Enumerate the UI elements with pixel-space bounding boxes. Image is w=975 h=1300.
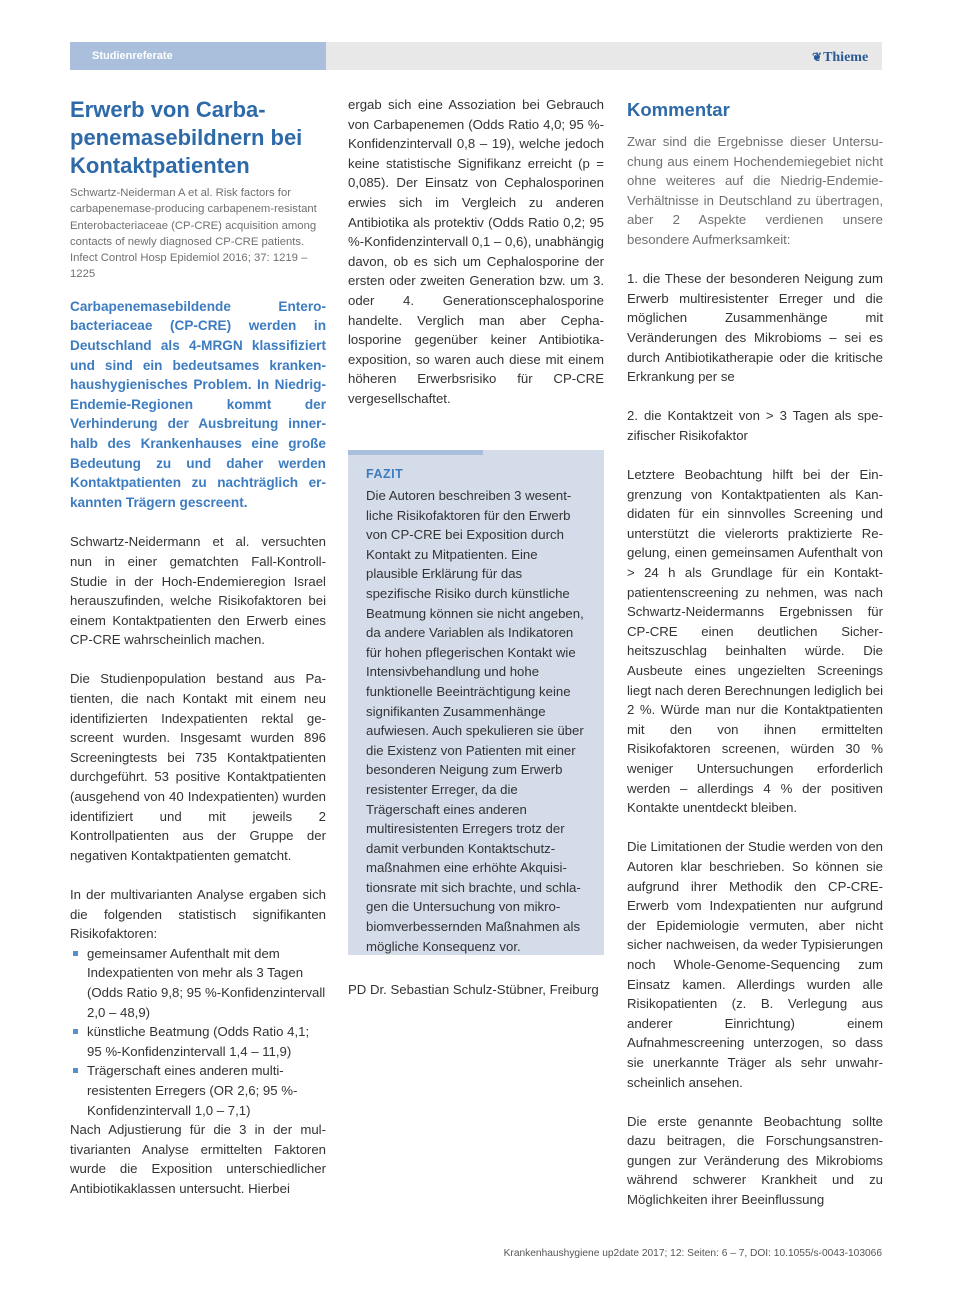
kommentar-paragraph: Die Limitationen der Studie werden von den Autoren klar beschrieben. So können sie aufgrund ihrer Methodik den CP-CRE-Erwerb vom Indexpatienten nur aufgrund der Epidemiologie vermuten, aber nicht sicher nachweisen, da weder Typisierungen noch Whole-Genome-Sequencing zum Einsatz kamen. Allerdings wurden alle Risikopatienten (z. B. Verlegung aus anderer Einrichtung) einem Aufnahmescreening unterzogen, so dass sie unerkannte Träger als sehr unwahrscheinlich ansehen. — [627, 839, 883, 1090]
body-paragraph: Die Studienpopulation bestand aus Patienten, die nach Kontakt mit einem neu identifizierten Indexpatienten rektal gescreent wurden. Insgesamt wurden 896 Screeningtests bei 735 Kontaktpatienten durchgeführt. 53 positive Kontaktpatienten (ausgehend von 40 Indexpatienten) wurden identifiziert und mit jeweils 2 Kontrollpatienten aus der Gruppe der negativen Kontaktpatienten gematcht. — [70, 671, 326, 863]
risk-factor-list — [70, 944, 326, 1120]
body-paragraph: Schwartz-Neidermann et al. versuchten nun in einer gematchten Fall-Kontroll-Studie in der Hoch-Endemieregion Israel herauszufinden, welche Risikofaktoren bei einem Kontaktpatienten den Erwerb eines CP-CRE wahrscheinlich machen. — [70, 534, 326, 648]
thieme-logo-icon: ❦ — [812, 50, 823, 64]
list-item: gemeinsamer Aufenthalt mit dem Indexpatienten von mehr als 3 Tagen (Odds Ratio 9,8; 95 %-Konfidenzintervall 2,0 – 48,9) — [70, 944, 326, 1022]
section-label-text: Studienreferate — [92, 50, 173, 62]
kommentar-paragraph: 1. die These der besonderen Neigung zum Erwerb multiresistenter Erreger und die möglichen Zusammenhänge mit Veränderungen des Mikrobioms – sei es durch Antibiotikatherapie oder die kritische Erkrankung per se — [627, 271, 883, 385]
column-left — [70, 95, 326, 1199]
section-label — [70, 42, 326, 70]
column-right — [627, 95, 883, 1210]
column-middle — [348, 95, 604, 428]
citation: Schwartz-Neiderman A et al. Risk factors for carbapenemase-producing carbapenem-resistant Enterobacteriaceae (CP-CRE) acquisition among contacts of newly diagnosed CP-CRE patients. Infect Control Hosp Epidemiol 2016; 37: 1219 – 1225 — [70, 187, 317, 281]
fazit-text: Die Autoren beschreiben 3 wesentliche Risikofaktoren für den Erwerb von CP-CRE bei Exposition durch Kontakt zu Mitpatienten. Eine plausible Erklärung für das spezifische Risiko durch künstliche Beatmung können sie nicht angeben, da andere Variablen als Indikatoren für hohen pflegerischen Kontakt wie Intensivbehandlung und hohe funktionelle Beeinträchtigung keine signifikanten Zusammenhänge aufwiesen. Auch spekulieren sie über die Existenz von Patienten mit einer besonderen Neigung zum Erwerb resistenter Erreger, da die Trägerschaft eines anderen multiresistenten Erregers trotz der damit verbunden Kontaktschutzmaßnahmen eine erhöhte Akquisitionsrate mit sich brachte, und schlagen die Untersuchung von mikrobiomverbessernden Maßnahmen als mögliche Konsequenz vor. — [366, 488, 584, 954]
kommentar-paragraph: 2. die Kontaktzeit von > 3 Tagen als spezifischer Risikofaktor — [627, 408, 883, 443]
fazit-box — [348, 450, 604, 955]
fazit-heading: FAZIT — [366, 467, 404, 481]
page-footer: Krankenhaushygiene up2date 2017; 12: Seiten: 6 – 7, DOI: 10.1055/s-0043-103066 — [503, 1248, 882, 1259]
list-item: Trägerschaft eines anderen multiresistenten Erregers (OR 2,6; 95 %-Konfidenzintervall 1,0 – 7,1) — [70, 1061, 326, 1120]
fazit-tab — [348, 450, 483, 455]
logo-text: Thieme — [823, 50, 869, 65]
publisher-logo — [812, 50, 868, 66]
kommentar-paragraph: Zwar sind die Ergebnisse dieser Untersuchung aus einem Hochendemiegebiet nicht ohne weiteres auf die Niedrig-Endemie-Verhältnisse in Deutschland zu übertragen, aber 2 Aspekte verdienen unsere besondere Aufmerksamkeit: — [627, 134, 883, 247]
kommentar-paragraph: Die erste genannte Beobachtung sollte dazu beitragen, die Forschungsanstrengungen zur Veränderung des Mikrobioms während schwerer Krankheit und zu Möglichkeiten ihrer Beeinflussung — [627, 1113, 883, 1208]
body-paragraph: ergab sich eine Assoziation bei Gebrauch von Carbapenemen (Odds Ratio 4,0; 95 %-Konfidenzintervall 0,8 – 19), welche jedoch keine statistische Signifikanz erreicht (p = 0,085). Der Einsatz von Cephalosporinen erwies sich im Vergleich zu anderen Antibiotika als protektiv (Odds Ratio 0,2; 95 %-Konfidenzintervall 0,1 – 0,6), unabhängig davon, ob es sich um Cephalosporine der ersten oder zweiten Generation bzw. um 3. oder 4. Generationscephalosporine handelte. Verglich man aber Cephalosporine gegenüber keiner Antibiotikaexposition, so waren auch diese mit einem höheren Erwerbsrisiko für CP-CRE vergesellschaftet. — [348, 97, 604, 406]
body-paragraph: In der multivarianten Analyse ergaben sich die folgenden statistisch signifikanten Risikofaktoren: — [70, 887, 326, 942]
lead-paragraph: Carbapenemasebildende Enterobacteriaceae (CP-CRE) werden in Deutschland als 4-MRGN klassifiziert und sind ein bedeutsames krankenhaushygienisches Problem. In Niedrig-Endemie-Regionen kommt der Verhinderung der Ausbreitung innerhalb des Krankenhauses eine große Bedeutung zu und daher werden Kontaktpatienten zu nachträglich erkannten Trägern gescreent. — [70, 298, 326, 510]
kommentar-paragraph: Letztere Beobachtung hilft bei der Eingrenzung von Kontaktpatienten als Kandidaten für ein sinnvolles Screening und unterstützt die vielerorts praktizierte Regelung, einen gemeinsamen Aufenthalt von > 24 h als Grundlage für ein Kontaktpatientenscreening zu nehmen, was nach Schwartz-Neidermanns Ergebnissen für CP-CRE einen deutlichen Sicherheitszuschlag beinhalten würde. Die Ausbeute eines ungezielten Screenings liegt nach deren Berechnungen lediglich bei 2 %. Würde man nur die Kontaktpatienten mit den von ihnen ermittelten Risikofaktoren screenen, würden 30 % weniger Untersuchungen erforderlich werden – allerdings 4 % der positiven Kontakte unentdeckt bleiben. — [627, 467, 883, 816]
list-item: künstliche Beatmung (Odds Ratio 4,1; 95 %-Konfidenzintervall 1,4 – 11,9) — [70, 1022, 326, 1061]
body-paragraph: Nach Adjustierung für die 3 in der multivarianten Analyse ermittelten Faktoren wurde die Exposition unterschiedlicher Antibiotikaklassen untersucht. Hierbei — [70, 1122, 326, 1196]
kommentar-heading: Kommentar — [627, 99, 730, 120]
author-signature: PD Dr. Sebastian Schulz-Stübner, Freiburg — [348, 982, 599, 997]
article-title: Erwerb von Carbapenemasebildnern bei Kontaktpatienten — [70, 97, 303, 178]
